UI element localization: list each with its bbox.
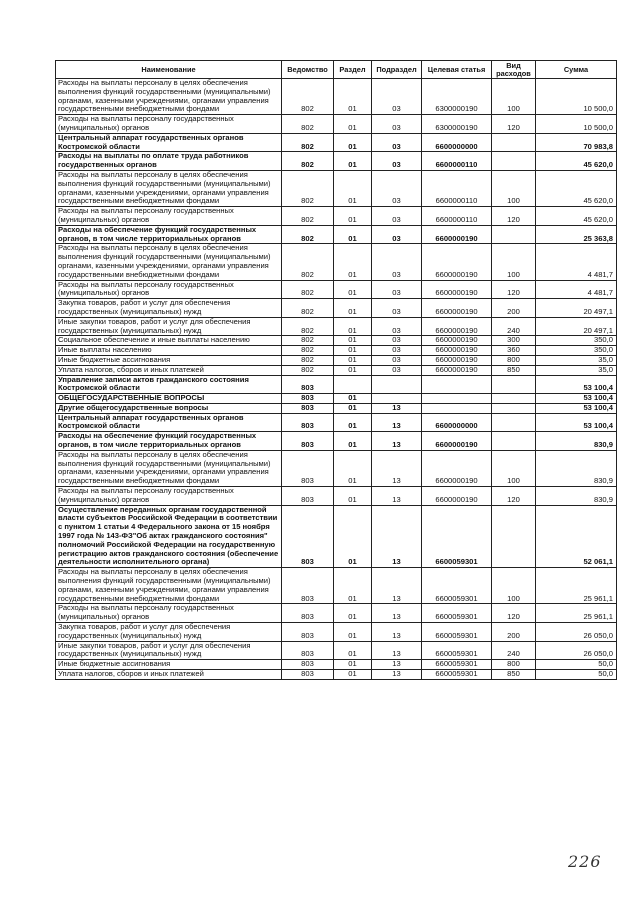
row-exp-type: 240 (492, 641, 536, 660)
table-row (56, 355, 617, 365)
row-subsection: 03 (372, 317, 422, 336)
row-sum: 830,9 (536, 450, 617, 486)
row-section: 01 (334, 225, 372, 244)
row-name: Другие общегосударственные вопросы (56, 403, 282, 413)
row-subsection (372, 375, 422, 394)
row-dept: 802 (282, 115, 334, 134)
row-subsection: 03 (372, 225, 422, 244)
row-target: 6600059301 (422, 623, 492, 642)
row-subsection (372, 394, 422, 404)
row-exp-type: 240 (492, 317, 536, 336)
row-dept: 803 (282, 394, 334, 404)
table-body (56, 79, 617, 680)
row-target: 6600000190 (422, 299, 492, 318)
row-subsection: 03 (372, 365, 422, 375)
row-name: Расходы на обеспечение функций государственных органов, в том числе территориальных органов (56, 225, 282, 244)
row-target: 6600000190 (422, 317, 492, 336)
table-row (56, 225, 617, 244)
row-exp-type: 100 (492, 244, 536, 280)
row-exp-type: 300 (492, 336, 536, 346)
row-section: 01 (334, 450, 372, 486)
row-exp-type (492, 152, 536, 171)
row-exp-type (492, 133, 536, 152)
row-section: 01 (334, 505, 372, 568)
row-exp-type: 100 (492, 450, 536, 486)
row-target: 6600000190 (422, 346, 492, 356)
row-name: Расходы на выплаты персоналу в целях обеспечения выполнения функций государственными (муниципальными) органами, казенными учреждениями, органами управления государственными внебюджетными фондами (56, 79, 282, 115)
row-subsection: 03 (372, 79, 422, 115)
row-section: 01 (334, 413, 372, 432)
row-sum: 35,0 (536, 365, 617, 375)
row-sum: 10 500,0 (536, 79, 617, 115)
row-name: Расходы на выплаты персоналу в целях обеспечения выполнения функций государственными (муниципальными) органами, казенными учреждениями, органами управления государственными внебюджетными фондами (56, 450, 282, 486)
row-target: 6300000190 (422, 79, 492, 115)
row-name: Центральный аппарат государственных органов Костромской области (56, 413, 282, 432)
row-subsection: 13 (372, 670, 422, 680)
row-subsection: 03 (372, 299, 422, 318)
row-name: Расходы на обеспечение функций государственных органов, в том числе территориальных органов (56, 432, 282, 451)
row-name: Уплата налогов, сборов и иных платежей (56, 670, 282, 680)
row-sum: 50,0 (536, 670, 617, 680)
row-name: Уплата налогов, сборов и иных платежей (56, 365, 282, 375)
row-target: 6600000190 (422, 336, 492, 346)
row-dept: 803 (282, 623, 334, 642)
table-row (56, 317, 617, 336)
row-sum: 53 100,4 (536, 394, 617, 404)
table-row (56, 641, 617, 660)
row-name: Иные бюджетные ассигнования (56, 660, 282, 670)
row-section: 01 (334, 487, 372, 506)
table-row (56, 79, 617, 115)
table-row (56, 403, 617, 413)
row-section: 01 (334, 152, 372, 171)
row-target: 6600000190 (422, 432, 492, 451)
row-subsection: 03 (372, 152, 422, 171)
row-exp-type: 850 (492, 670, 536, 680)
row-target: 6600000190 (422, 487, 492, 506)
row-sum: 53 100,4 (536, 413, 617, 432)
row-name: Иные выплаты населению (56, 346, 282, 356)
table-row (56, 413, 617, 432)
table-row (56, 152, 617, 171)
table-row (56, 505, 617, 568)
row-subsection: 13 (372, 623, 422, 642)
row-section: 01 (334, 604, 372, 623)
table-row (56, 115, 617, 134)
row-sum: 50,0 (536, 660, 617, 670)
row-sum: 4 481,7 (536, 244, 617, 280)
row-sum: 53 100,4 (536, 403, 617, 413)
row-sum: 26 050,0 (536, 623, 617, 642)
row-target: 6600000110 (422, 152, 492, 171)
row-subsection: 13 (372, 641, 422, 660)
row-exp-type: 800 (492, 660, 536, 670)
row-target: 6600059301 (422, 660, 492, 670)
row-name: Управление записи актов гражданского состояния Костромской области (56, 375, 282, 394)
table-row (56, 660, 617, 670)
row-exp-type: 360 (492, 346, 536, 356)
row-dept: 802 (282, 244, 334, 280)
row-dept: 803 (282, 450, 334, 486)
row-subsection: 13 (372, 487, 422, 506)
header-sum: Сумма (536, 61, 617, 79)
row-sum: 52 061,1 (536, 505, 617, 568)
row-exp-type (492, 413, 536, 432)
row-name: Центральный аппарат государственных органов Костромской области (56, 133, 282, 152)
row-name: Социальное обеспечение и иные выплаты населению (56, 336, 282, 346)
header-target: Целевая статья (422, 61, 492, 79)
row-sum: 350,0 (536, 336, 617, 346)
row-section: 01 (334, 365, 372, 375)
row-dept: 802 (282, 133, 334, 152)
row-dept: 802 (282, 207, 334, 226)
row-name: Закупка товаров, работ и услуг для обеспечения государственных (муниципальных) нужд (56, 299, 282, 318)
row-subsection: 13 (372, 413, 422, 432)
row-section: 01 (334, 394, 372, 404)
row-exp-type (492, 375, 536, 394)
row-dept: 803 (282, 375, 334, 394)
table-row (56, 450, 617, 486)
table-row (56, 568, 617, 604)
row-subsection: 03 (372, 280, 422, 299)
row-name: Расходы на выплаты персоналу государственных (муниципальных) органов (56, 207, 282, 226)
table-row (56, 244, 617, 280)
row-name: Расходы на выплаты персоналу государственных (муниципальных) органов (56, 115, 282, 134)
row-exp-type: 120 (492, 115, 536, 134)
row-target: 6600000110 (422, 207, 492, 226)
row-sum: 70 983,8 (536, 133, 617, 152)
row-dept: 802 (282, 299, 334, 318)
row-sum: 830,9 (536, 487, 617, 506)
row-section: 01 (334, 641, 372, 660)
table-row (56, 346, 617, 356)
row-name: Расходы на выплаты персоналу в целях обеспечения выполнения функций государственными (муниципальными) органами, казенными учреждениями, органами управления государственными внебюджетными фондами (56, 170, 282, 206)
row-dept: 802 (282, 346, 334, 356)
row-target: 6600000000 (422, 133, 492, 152)
row-name: Расходы на выплаты по оплате труда работников государственных органов (56, 152, 282, 171)
row-dept: 803 (282, 670, 334, 680)
row-section: 01 (334, 299, 372, 318)
row-dept: 802 (282, 365, 334, 375)
row-subsection: 03 (372, 355, 422, 365)
row-target: 6600000000 (422, 413, 492, 432)
header-dept: Ведомство (282, 61, 334, 79)
budget-table (55, 60, 617, 680)
row-subsection: 13 (372, 604, 422, 623)
row-section: 01 (334, 317, 372, 336)
table-row (56, 487, 617, 506)
row-target: 6600000190 (422, 244, 492, 280)
row-section: 01 (334, 432, 372, 451)
row-sum: 4 481,7 (536, 280, 617, 299)
row-name: Осуществление переданных органам государственной власти субъектов Российской Федерации в соответствии с пунктом 1 статьи 4 Федерального закона от 15 ноября 1997 года № 143-ФЗ"Об актах гражданского состояния" полномочий Российской Федерации на государственную регистрацию актов гражданского состояния (обеспечение деятельности исполнительного органа) (56, 505, 282, 568)
row-section: 01 (334, 244, 372, 280)
row-dept: 803 (282, 604, 334, 623)
row-sum: 35,0 (536, 355, 617, 365)
row-exp-type: 120 (492, 487, 536, 506)
row-target: 6600000190 (422, 355, 492, 365)
row-target: 6600059301 (422, 604, 492, 623)
row-sum: 53 100,4 (536, 375, 617, 394)
row-exp-type: 800 (492, 355, 536, 365)
row-name: Иные бюджетные ассигнования (56, 355, 282, 365)
table-header-row (56, 61, 617, 79)
row-name: Расходы на выплаты персоналу государственных (муниципальных) органов (56, 280, 282, 299)
row-dept: 803 (282, 403, 334, 413)
row-dept: 802 (282, 225, 334, 244)
header-name: Наименование (56, 61, 282, 79)
row-exp-type: 200 (492, 623, 536, 642)
row-section: 01 (334, 346, 372, 356)
row-subsection: 13 (372, 568, 422, 604)
row-subsection: 03 (372, 115, 422, 134)
row-dept: 803 (282, 660, 334, 670)
row-dept: 802 (282, 336, 334, 346)
row-dept: 802 (282, 280, 334, 299)
row-exp-type: 100 (492, 79, 536, 115)
row-section: 01 (334, 133, 372, 152)
row-target: 6600059301 (422, 505, 492, 568)
row-section: 01 (334, 623, 372, 642)
header-section: Раздел (334, 61, 372, 79)
table-row (56, 170, 617, 206)
row-section: 01 (334, 336, 372, 346)
row-exp-type: 100 (492, 568, 536, 604)
table-row (56, 375, 617, 394)
row-section: 01 (334, 660, 372, 670)
row-target: 6600059301 (422, 670, 492, 680)
row-target: 6600000190 (422, 280, 492, 299)
row-section: 01 (334, 670, 372, 680)
row-subsection: 03 (372, 207, 422, 226)
row-exp-type: 100 (492, 170, 536, 206)
row-dept: 802 (282, 79, 334, 115)
row-section: 01 (334, 280, 372, 299)
row-sum: 20 497,1 (536, 317, 617, 336)
row-target: 6600000190 (422, 365, 492, 375)
row-sum: 25 363,8 (536, 225, 617, 244)
row-sum: 26 050,0 (536, 641, 617, 660)
row-sum: 350,0 (536, 346, 617, 356)
row-exp-type: 200 (492, 299, 536, 318)
row-section (334, 375, 372, 394)
table-row (56, 670, 617, 680)
row-exp-type (492, 432, 536, 451)
row-sum: 830,9 (536, 432, 617, 451)
row-subsection: 03 (372, 244, 422, 280)
row-dept: 802 (282, 317, 334, 336)
row-subsection: 13 (372, 403, 422, 413)
row-target (422, 394, 492, 404)
row-name: Иные закупки товаров, работ и услуг для обеспечения государственных (муниципальных) нужд (56, 641, 282, 660)
row-subsection: 13 (372, 432, 422, 451)
table-row (56, 365, 617, 375)
row-target: 6600059301 (422, 568, 492, 604)
table-row (56, 207, 617, 226)
row-target: 6600059301 (422, 641, 492, 660)
row-target: 6600000110 (422, 170, 492, 206)
row-name: Расходы на выплаты персоналу в целях обеспечения выполнения функций государственными (муниципальными) органами, казенными учреждениями, органами управления государственными внебюджетными фондами (56, 244, 282, 280)
row-section: 01 (334, 79, 372, 115)
row-dept: 803 (282, 568, 334, 604)
row-subsection: 13 (372, 660, 422, 670)
row-exp-type (492, 403, 536, 413)
row-exp-type: 120 (492, 280, 536, 299)
row-subsection: 03 (372, 133, 422, 152)
row-sum: 25 961,1 (536, 604, 617, 623)
header-subsection: Подраздел (372, 61, 422, 79)
row-exp-type (492, 505, 536, 568)
row-section: 01 (334, 170, 372, 206)
row-target: 6600000190 (422, 450, 492, 486)
header-exp-type: Вид расходов (492, 61, 536, 79)
row-section: 01 (334, 355, 372, 365)
row-name: Закупка товаров, работ и услуг для обеспечения государственных (муниципальных) нужд (56, 623, 282, 642)
row-dept: 802 (282, 152, 334, 171)
row-exp-type (492, 394, 536, 404)
table-row (56, 394, 617, 404)
row-subsection: 13 (372, 450, 422, 486)
row-target (422, 403, 492, 413)
row-dept: 803 (282, 505, 334, 568)
row-name: Расходы на выплаты персоналу в целях обеспечения выполнения функций государственными (муниципальными) органами, казенными учреждениями, органами управления государственными внебюджетными фондами (56, 568, 282, 604)
row-exp-type: 850 (492, 365, 536, 375)
row-section: 01 (334, 115, 372, 134)
table-row (56, 432, 617, 451)
row-exp-type: 120 (492, 207, 536, 226)
row-name: Иные закупки товаров, работ и услуг для обеспечения государственных (муниципальных) нужд (56, 317, 282, 336)
row-exp-type: 120 (492, 604, 536, 623)
row-sum: 45 620,0 (536, 207, 617, 226)
row-dept: 803 (282, 487, 334, 506)
row-target: 6600000190 (422, 225, 492, 244)
row-subsection: 03 (372, 346, 422, 356)
row-section: 01 (334, 207, 372, 226)
row-subsection: 13 (372, 505, 422, 568)
row-name: Расходы на выплаты персоналу государственных (муниципальных) органов (56, 487, 282, 506)
row-dept: 803 (282, 641, 334, 660)
row-dept: 802 (282, 355, 334, 365)
table-row (56, 336, 617, 346)
row-section: 01 (334, 568, 372, 604)
table-row (56, 299, 617, 318)
row-dept: 803 (282, 413, 334, 432)
row-subsection: 03 (372, 336, 422, 346)
row-sum: 25 961,1 (536, 568, 617, 604)
row-dept: 803 (282, 432, 334, 451)
row-subsection: 03 (372, 170, 422, 206)
row-section: 01 (334, 403, 372, 413)
table-row (56, 280, 617, 299)
row-dept: 802 (282, 170, 334, 206)
page-number: 226 (568, 852, 602, 871)
row-target (422, 375, 492, 394)
row-sum: 45 620,0 (536, 152, 617, 171)
row-sum: 45 620,0 (536, 170, 617, 206)
row-name: ОБЩЕГОСУДАРСТВЕННЫЕ ВОПРОСЫ (56, 394, 282, 404)
row-target: 6300000190 (422, 115, 492, 134)
table-row (56, 133, 617, 152)
row-sum: 10 500,0 (536, 115, 617, 134)
row-sum: 20 497,1 (536, 299, 617, 318)
table-row (56, 604, 617, 623)
row-exp-type (492, 225, 536, 244)
table-row (56, 623, 617, 642)
row-name: Расходы на выплаты персоналу государственных (муниципальных) органов (56, 604, 282, 623)
